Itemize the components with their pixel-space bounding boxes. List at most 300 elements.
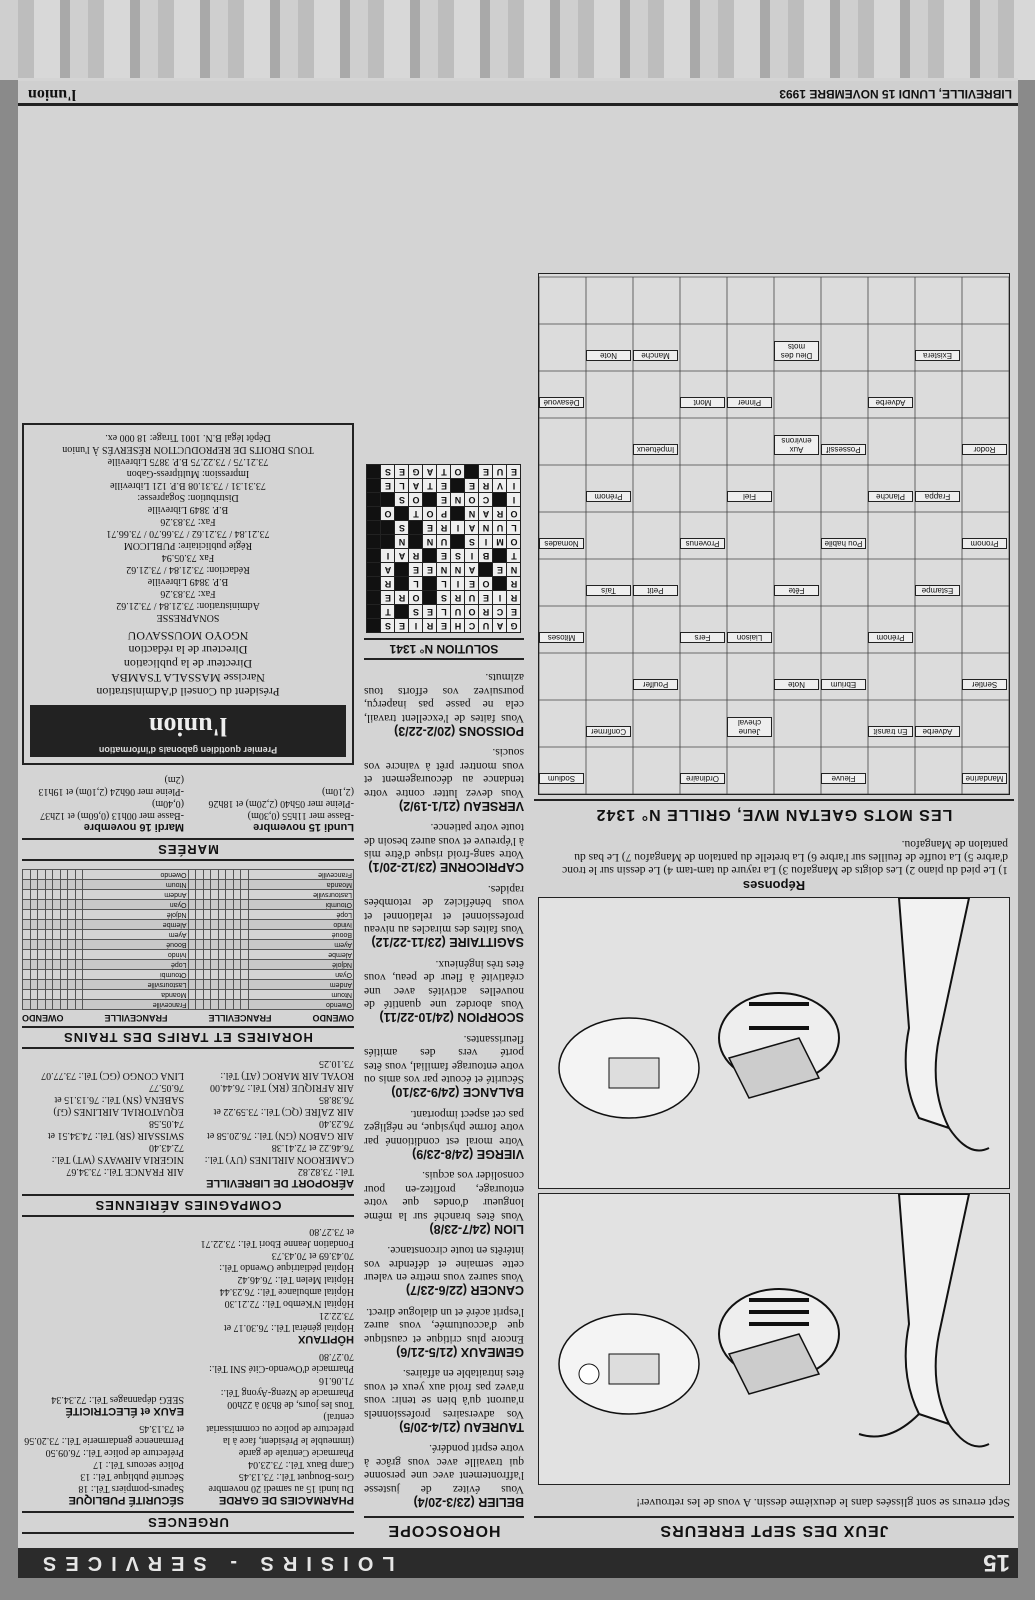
masthead-credits — [30, 629, 346, 699]
solution-cell: S — [396, 521, 409, 534]
table-cell — [203, 880, 211, 890]
table-cell — [241, 920, 249, 930]
table-cell — [53, 910, 61, 920]
horoscope-sign: BELIER (23/3-20/4) — [413, 1495, 524, 1509]
solution-cell: I — [508, 479, 521, 492]
table-cell — [218, 980, 226, 990]
list-item: AIR GABON (GN) Tél.: 76.20.58 et 76.23.40 — [206, 1118, 354, 1141]
table-cell — [60, 890, 68, 900]
list-item: SEEG dépannages Tél.: 72.34.34 — [51, 1394, 184, 1405]
table-cell — [30, 970, 38, 980]
solution-cell: O — [452, 465, 465, 478]
table-cell — [53, 930, 61, 940]
station-name: Lastoursville — [83, 980, 188, 990]
table-cell — [226, 890, 234, 900]
table-cell — [23, 930, 31, 940]
horoscope-sign: LION (24/7-23/8) — [429, 1222, 524, 1236]
horoscope-text: Vous évitez de justesse l'affrontement avec une personne qui travaille avec vous grâce à votre esprit pondéré. — [364, 1442, 524, 1495]
table-cell — [68, 960, 76, 970]
table-cell — [38, 890, 46, 900]
station-name: Ayem — [83, 930, 188, 940]
solution-cell: T — [382, 605, 395, 618]
solution-cell: A — [424, 465, 437, 478]
station-name: Alembe — [248, 950, 353, 960]
solution-cell: S — [396, 493, 409, 506]
answers-title: Réponses — [742, 878, 806, 893]
solution-cell: E — [508, 605, 521, 618]
horoscope-text: Vous faites de l'excellent travail, cela ne passe pas inaperçu, poursuivez vos efforts tous azimuts. — [364, 671, 524, 724]
table-cell — [45, 880, 53, 890]
table-cell — [218, 870, 226, 880]
table-cell — [75, 980, 83, 990]
solution-cell — [452, 535, 465, 548]
table-cell — [75, 940, 83, 950]
table-row — [23, 930, 354, 940]
table-cell — [241, 930, 249, 940]
solution-cell — [494, 549, 507, 562]
table-cell — [196, 890, 204, 900]
station-name: Andem — [83, 890, 188, 900]
list-item: -Pleine mer 06h24 (2,10m) et 19h13 (2m) — [38, 774, 184, 797]
solution-cell: E — [494, 563, 507, 576]
station-name: Lopé — [83, 960, 188, 970]
footer-brand: l'union — [28, 86, 77, 103]
table-cell — [211, 870, 219, 880]
table-cell — [196, 920, 204, 930]
solution-cell: R — [494, 507, 507, 520]
crossword-clue: Possessif — [821, 444, 866, 455]
table-cell — [203, 890, 211, 900]
cartoon-original — [538, 1193, 1010, 1485]
table-cell — [38, 900, 46, 910]
crossword-clue: Provenus — [680, 538, 725, 549]
table-row — [23, 880, 354, 890]
table-cell — [226, 950, 234, 960]
table-cell — [203, 990, 211, 1000]
horoscope-sign: SAGITTAIRE (23/11-22/12) — [371, 935, 524, 950]
crossword-clue: Désavoué — [539, 397, 584, 408]
table-cell — [45, 990, 53, 1000]
table-row — [23, 990, 354, 1000]
table-cell — [23, 1000, 31, 1010]
table-cell — [241, 880, 249, 890]
table-cell — [30, 990, 38, 1000]
crossword-clue: Fleuve — [821, 773, 866, 784]
table-cell — [218, 950, 226, 960]
solution-cell: R — [480, 479, 493, 492]
table-cell — [23, 880, 31, 890]
table-cell — [203, 960, 211, 970]
table-cell — [188, 910, 196, 920]
table-cell — [233, 970, 241, 980]
solution-cell: L — [508, 521, 521, 534]
solution-cell — [396, 563, 409, 576]
table-cell — [53, 900, 61, 910]
table-cell — [188, 870, 196, 880]
solution-cell — [368, 563, 381, 576]
solution-cell — [466, 465, 479, 478]
crossword-clue: Fers — [680, 632, 725, 643]
table-cell — [188, 940, 196, 950]
trains-header-cell: OWENDO — [312, 1013, 354, 1023]
table-cell — [188, 900, 196, 910]
station-name: Andem — [248, 980, 353, 990]
solution-cell: T — [438, 465, 451, 478]
table-cell — [211, 990, 219, 1000]
crossword-clue: Manche — [633, 350, 678, 361]
solution-cell: N — [452, 563, 465, 576]
solution-cell: O — [466, 605, 479, 618]
table-cell — [196, 870, 204, 880]
list-item: Régie publicitaire: PUBLICOM — [123, 540, 253, 551]
station-name: Lastoursville — [248, 890, 353, 900]
table-cell — [211, 930, 219, 940]
solution-cell: E — [438, 549, 451, 562]
solution-cell: N — [508, 563, 521, 576]
solution-cell: M — [494, 535, 507, 548]
list-item: Distribution: Sogapresse: — [137, 492, 239, 503]
list-item: -Basse mer 11h55 (0,30m) — [247, 810, 354, 821]
table-cell — [68, 980, 76, 990]
horoscope-text: Encore plus critique et caustique que d'accoutumée, vous aurez l'esprit acéré et un dialogue direct. — [364, 1306, 524, 1345]
solution-cell: O — [424, 507, 437, 520]
solution-cell: R — [438, 521, 451, 534]
table-cell — [218, 900, 226, 910]
solution-cell: O — [410, 493, 423, 506]
solution-cell — [396, 577, 409, 590]
solution-cell: T — [410, 507, 423, 520]
table-cell — [60, 910, 68, 920]
crossword-clue: Ebrium — [821, 679, 866, 690]
table-cell — [241, 980, 249, 990]
solution-cell: I — [452, 577, 465, 590]
table-cell — [218, 930, 226, 940]
table-cell — [68, 880, 76, 890]
solution-cell: A — [480, 507, 493, 520]
list-item: SWISSAIR (SR) Tél.: 74.34.51 et 74.05.58 — [47, 1118, 184, 1141]
table-cell — [196, 960, 204, 970]
solution-cell: L — [438, 605, 451, 618]
table-row — [23, 910, 354, 920]
table-cell — [226, 980, 234, 990]
table-cell — [203, 920, 211, 930]
table-cell — [30, 870, 38, 880]
crossword-clue: Pronom — [962, 538, 1007, 549]
list-item: Pharmacie de Nzeng-Ayong Tél.: 71.06.16 — [220, 1375, 354, 1398]
list-item: Pharmacie Centrale de garde — [238, 1447, 354, 1458]
solution-cell: A — [494, 619, 507, 632]
table-cell — [23, 970, 31, 980]
solution-cell: A — [466, 521, 479, 534]
table-cell — [53, 940, 61, 950]
list-item: Tél.: 73.82.82 — [297, 1166, 354, 1177]
table-cell — [23, 990, 31, 1000]
table-cell — [226, 1000, 234, 1010]
trains-header-cell: FRANCEVILLE — [208, 1013, 272, 1023]
table-cell — [218, 910, 226, 920]
list-item: Hôpital ambulance Tél.: 76.23.44 — [219, 1286, 354, 1297]
horoscope-list — [364, 670, 524, 1509]
table-cell — [218, 890, 226, 900]
solution-cell — [368, 591, 381, 604]
horoscope-text: Vous êtes branché sur la même longueur d'ondes que votre entourage, profitez-en pour consolider vos acquis. — [364, 1169, 524, 1222]
table-cell — [30, 880, 38, 890]
solution-cell: R — [424, 619, 437, 632]
solution-cell: E — [480, 591, 493, 604]
crossword-title: LES MOTS GAETAN MVE, GRILLE N° 1342 — [534, 799, 1014, 827]
table-cell — [218, 880, 226, 890]
table-cell — [196, 990, 204, 1000]
solution-cell: E — [438, 493, 451, 506]
crossword-clue: Adverbe — [915, 726, 960, 737]
solution-cell — [424, 493, 437, 506]
table-cell — [45, 940, 53, 950]
solution-cell — [424, 577, 437, 590]
station-name: Oyan — [83, 900, 188, 910]
solution-cell: G — [508, 619, 521, 632]
table-cell — [203, 940, 211, 950]
airlines-list — [22, 1057, 354, 1177]
table-cell — [241, 870, 249, 880]
table-cell — [75, 930, 83, 940]
crossword-clue: Adverbe — [868, 397, 913, 408]
list-item: Sécurité publique Tél.: 13 — [80, 1471, 184, 1482]
table-cell — [188, 1000, 196, 1010]
solution-cell: C — [494, 605, 507, 618]
solution-cell: E — [424, 563, 437, 576]
table-cell — [30, 950, 38, 960]
crossword-clue: Prénom — [586, 491, 631, 502]
table-cell — [211, 920, 219, 930]
crossword-clue: Aux environs — [774, 435, 819, 455]
table-cell — [53, 990, 61, 1000]
list-item: Préfecture de police Tél.: 76.09.50 — [45, 1447, 184, 1458]
table-cell — [203, 930, 211, 940]
horoscope-text: Vous faites des miracles au niveau professionnel et relationnel et vous bénéficiez de retombées rapides. — [364, 883, 524, 936]
solution-cell — [424, 549, 437, 562]
list-item: Hôpital N'Kembo Tél.: 72.21.30 — [224, 1298, 354, 1309]
solution-cell: P — [438, 507, 451, 520]
solution-cell: H — [452, 619, 465, 632]
table-cell — [196, 880, 204, 890]
list-item: Rédaction: 73.21.84 / 73.21.62 — [126, 564, 250, 575]
table-cell — [45, 890, 53, 900]
solution-cell: O — [410, 591, 423, 604]
table-cell — [60, 920, 68, 930]
station-name: Alembe — [83, 920, 188, 930]
table-cell — [211, 890, 219, 900]
list-item: Directeur de la publication — [123, 657, 253, 671]
table-cell — [188, 980, 196, 990]
list-item: Administration: 73.21.84 / 73.21.62 — [116, 600, 260, 611]
solution-cell: N — [424, 535, 437, 548]
solution-cell: C — [480, 493, 493, 506]
table-cell — [75, 990, 83, 1000]
table-cell — [211, 950, 219, 960]
crossword-clue: Sentier — [962, 679, 1007, 690]
table-cell — [68, 970, 76, 980]
solution-cell: E — [438, 619, 451, 632]
table-cell — [241, 1000, 249, 1010]
solution-cell: I — [494, 591, 507, 604]
crossword-clue: Mitoses — [539, 632, 584, 643]
solution-cell: I — [508, 493, 521, 506]
table-cell — [188, 960, 196, 970]
solution-cell: U — [466, 591, 479, 604]
table-cell — [60, 950, 68, 960]
table-cell — [241, 970, 249, 980]
scan-border — [0, 0, 1035, 80]
table-row — [23, 980, 354, 990]
table-cell — [188, 890, 196, 900]
table-cell — [226, 880, 234, 890]
station-name: Otoumbi — [83, 970, 188, 980]
table-cell — [226, 930, 234, 940]
solution-cell: N — [480, 521, 493, 534]
station-name: Ivindo — [248, 920, 353, 930]
trains-table — [22, 869, 354, 1010]
table-cell — [233, 980, 241, 990]
horoscope-text: Vos adversaires professionnels n'auront qu'à bien se tenir: vous n'avez pas froid aux yeux et vous êtes intraitable en affaires. — [364, 1367, 524, 1420]
table-cell — [68, 940, 76, 950]
table-cell — [53, 970, 61, 980]
trains-title: HORAIRES ET TARIFS DES TRAINS — [22, 1026, 354, 1049]
list-item: Fax: 73.83.26 — [160, 516, 216, 527]
table-cell — [68, 870, 76, 880]
horoscope-text: Votre moral est conditionné par votre forme physique, ne négligez pas cet aspect important. — [364, 1108, 524, 1147]
solution-cell: E — [396, 465, 409, 478]
table-cell — [75, 900, 83, 910]
solution-cell: A — [466, 563, 479, 576]
list-item: -Basse mer 00h13 (0,60m) et 12h37 (0,40m) — [40, 798, 184, 821]
crossword-clue: Frappa — [915, 491, 960, 502]
marees-day2-lines — [22, 773, 184, 821]
solution-cell: S — [438, 591, 451, 604]
solution-cell — [452, 507, 465, 520]
table-cell — [30, 920, 38, 930]
station-name: Ndjolé — [248, 960, 353, 970]
table-cell — [30, 940, 38, 950]
list-item: Hôpital Melen Tél.: 76.46.42 — [237, 1274, 354, 1285]
table-cell — [23, 910, 31, 920]
solution-cell: U — [494, 521, 507, 534]
page-number: 15 — [983, 1549, 1010, 1576]
table-cell — [23, 980, 31, 990]
table-cell — [53, 1000, 61, 1010]
solution-cell: S — [466, 535, 479, 548]
table-cell — [45, 870, 53, 880]
list-item: AIR ZAÏRE (QC) Tél.: 73.59.22 et 76.38.85 — [213, 1094, 354, 1117]
list-item: 73.21.84 / 73.21.62 / 73.66.70 / 73.66.71 — [106, 528, 270, 539]
list-item: 73.31.31 / 73.31.08 B.P. 121 Libreville — [110, 480, 266, 491]
table-row — [23, 870, 354, 880]
list-item: Président du Conseil d'Administration — [96, 685, 280, 699]
solution-cell: R — [508, 591, 521, 604]
table-cell — [30, 910, 38, 920]
crossword-clue: En transit — [868, 726, 913, 737]
table-cell — [30, 900, 38, 910]
crossword-clue: Sodium — [539, 773, 584, 784]
station-name: Ayem — [248, 940, 353, 950]
masthead-contacts — [30, 431, 346, 623]
marees-day1-lines — [192, 785, 354, 821]
table-cell — [68, 990, 76, 1000]
table-cell — [45, 960, 53, 970]
list-item: B.P. 3849 Libreville — [147, 504, 229, 515]
table-cell — [60, 970, 68, 980]
list-item: Police secours Tél.: 17 — [93, 1459, 184, 1470]
table-cell — [38, 950, 46, 960]
horoscope-title: HOROSCOPE — [364, 1516, 524, 1542]
crossword-clue: Confirmer — [586, 726, 631, 737]
table-cell — [211, 880, 219, 890]
jeux-intro: Sept erreurs se sont glissées dans le deuxième dessin. A vous de les retrouver! — [636, 1496, 1010, 1510]
table-cell — [218, 960, 226, 970]
list-item: Permanence gendarmerie Tél.: 73.20.56 et 73.13.45 — [24, 1423, 184, 1446]
table-cell — [188, 920, 196, 930]
list-item: ROYAL AIR MAROC (AT) Tél.: 73.10.25 — [220, 1058, 354, 1081]
solution-cell: A — [410, 479, 423, 492]
solution-grid — [367, 464, 522, 633]
solution-cell: R — [410, 549, 423, 562]
table-cell — [60, 880, 68, 890]
solution-cell — [494, 493, 507, 506]
crossword-clue: Pou habile — [821, 538, 866, 549]
table-cell — [60, 930, 68, 940]
table-cell — [45, 980, 53, 990]
tree-scene-drawing — [539, 1194, 1009, 1484]
crossword-clue: Taïs — [586, 585, 631, 596]
table-cell — [211, 910, 219, 920]
solution-cell — [410, 521, 423, 534]
solution-cell: R — [382, 577, 395, 590]
solution-cell: E — [466, 479, 479, 492]
list-item: AIR AFRIQUE (RK) Tél.: 76.44.00 — [210, 1082, 354, 1093]
table-cell — [241, 990, 249, 1000]
solution-cell: G — [410, 465, 423, 478]
marees-day1: Lundi 15 novembre — [253, 821, 354, 833]
solution-cell: R — [452, 591, 465, 604]
table-cell — [226, 870, 234, 880]
crossword-clue: Fiel — [727, 491, 772, 502]
solution-cell: E — [480, 465, 493, 478]
table-cell — [233, 940, 241, 950]
table-cell — [241, 910, 249, 920]
list-item: -Pleine mer 05h40 (2,20m) et 18h26 (2,10m) — [208, 786, 354, 809]
table-cell — [68, 900, 76, 910]
table-cell — [218, 990, 226, 1000]
horoscope-sign: VERSEAU (21/1-19/2) — [398, 799, 524, 813]
solution-cell: O — [508, 535, 521, 548]
table-cell — [45, 920, 53, 930]
table-cell — [60, 1000, 68, 1010]
table-cell — [218, 970, 226, 980]
horoscope-text: Vous devez lutter contre votre tendance au découragement et vous montrer prêt à vaincre vos soucis. — [364, 746, 524, 799]
list-item: AIR FRANCE Tél.: 73.34.67 — [66, 1166, 184, 1177]
table-cell — [38, 940, 46, 950]
services-column — [22, 112, 354, 1542]
crossword-clue: Note — [774, 679, 819, 690]
table-cell — [23, 900, 31, 910]
table-cell — [30, 980, 38, 990]
table-cell — [53, 890, 61, 900]
solution-cell: E — [508, 465, 521, 478]
solution-cell — [368, 549, 381, 562]
table-cell — [226, 960, 234, 970]
table-cell — [38, 1000, 46, 1010]
solution-cell: U — [494, 465, 507, 478]
list-item: Directeur de la rédaction — [128, 643, 248, 657]
